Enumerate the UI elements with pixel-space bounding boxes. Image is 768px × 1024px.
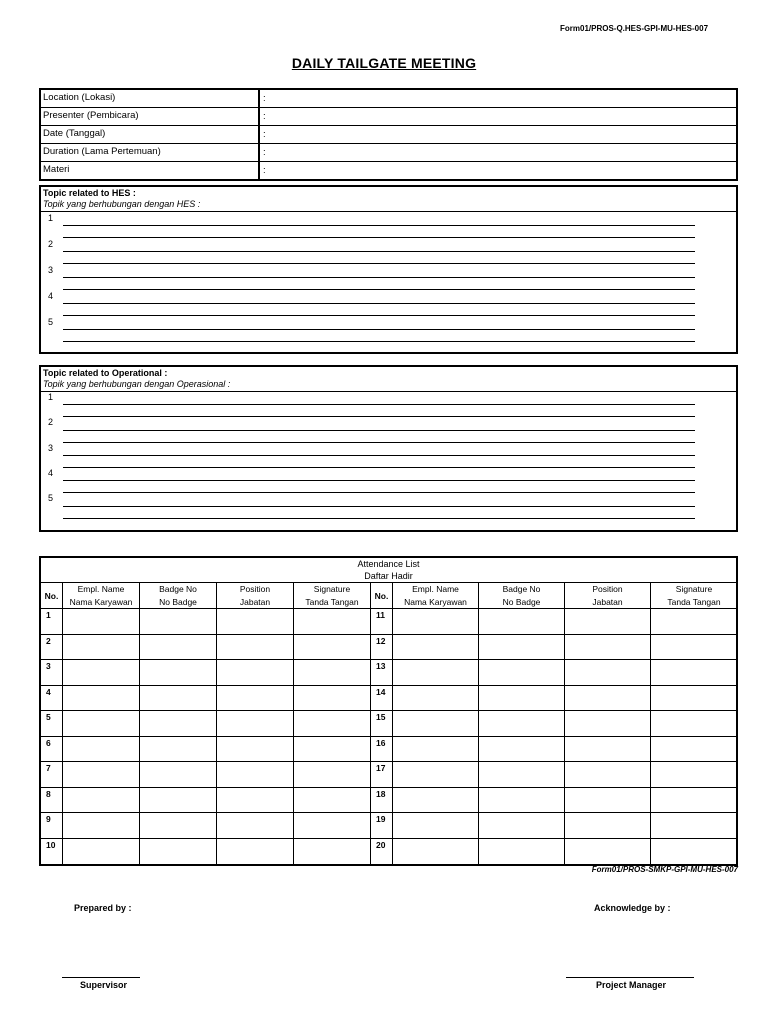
header-label-id: Tanda Tangan [305,597,359,607]
topic-hes-subtitle: Topik yang berhubungan dengan HES : [43,199,201,209]
form-code-top: Form01/PROS-Q.HES-GPI-MU-HES-007 [560,24,709,33]
position-cell[interactable] [217,788,294,814]
position-cell[interactable] [565,609,651,635]
supervisor-signature-line[interactable] [62,977,140,978]
header-empl-name [393,583,479,609]
form-code-bottom: Form01/PROS-SMKP-GPI-MU-HES-007 [591,865,738,874]
signature-cell[interactable] [651,762,737,788]
position-cell[interactable] [217,609,294,635]
line-number: 2 [48,417,54,427]
row-number-cell: 10 [41,839,63,865]
signature-cell[interactable] [651,711,737,737]
line-number: 3 [48,443,54,453]
write-line[interactable] [63,518,695,519]
write-line[interactable] [63,289,695,290]
signature-cell[interactable] [294,788,371,814]
row-number-cell: 17 [371,762,393,788]
write-line[interactable] [63,480,695,481]
header-signature [294,583,371,609]
info-label: Location (Lokasi) [41,90,260,107]
badge-no-cell[interactable] [479,711,565,737]
line-number: 4 [48,468,54,478]
empl-name-cell[interactable] [393,660,479,686]
badge-no-cell[interactable] [140,660,217,686]
header-row-number: No. [41,583,63,609]
empl-name-cell[interactable] [393,686,479,712]
signature-cell[interactable] [651,813,737,839]
signature-cell[interactable] [651,839,737,865]
info-row-duration [41,144,736,162]
info-label: Duration (Lama Pertemuan) [41,144,260,161]
badge-no-cell[interactable] [140,839,217,865]
header-badge-no [479,583,565,609]
signature-cell[interactable] [651,686,737,712]
row-number-cell: 15 [371,711,393,737]
acknowledge-by-label: Acknowledge by : [594,903,671,913]
header-position [565,583,651,609]
badge-no-cell[interactable] [140,609,217,635]
badge-no-cell[interactable] [479,737,565,763]
attendance-table [39,556,738,866]
line-number: 5 [48,317,54,327]
signature-cell[interactable] [294,762,371,788]
topic-hes-lines [41,212,736,352]
write-line[interactable] [63,277,695,278]
empl-name-cell[interactable] [63,686,140,712]
signature-cell[interactable] [294,686,371,712]
write-line[interactable] [63,225,695,226]
signature-cell[interactable] [294,660,371,686]
header-label-id: Jabatan [239,597,271,607]
row-number-cell: 18 [371,788,393,814]
write-line[interactable] [63,492,695,493]
header-label-en: Empl. Name [77,584,125,594]
topic-hes-header [41,187,736,212]
badge-no-cell[interactable] [140,686,217,712]
row-number-cell: 11 [371,609,393,635]
line-number: 5 [48,493,54,503]
date-field[interactable]: : [263,129,266,140]
row-number-cell: 8 [41,788,63,814]
position-cell[interactable] [565,839,651,865]
signature-cell[interactable] [294,813,371,839]
empl-name-cell[interactable] [63,762,140,788]
header-row-number: No. [371,583,393,609]
row-number-cell: 4 [41,686,63,712]
badge-no-cell[interactable] [479,788,565,814]
info-label: Date (Tanggal) [41,126,260,143]
presenter-field[interactable]: : [263,111,266,122]
header-label-id: No Badge [159,597,197,607]
info-row-materi [41,162,736,179]
badge-no-cell[interactable] [479,635,565,661]
header-label-en: Badge No [159,584,197,594]
badge-no-cell[interactable] [140,813,217,839]
attendance-grid [41,582,736,864]
row-number-cell: 16 [371,737,393,763]
header-label-id: Nama Karyawan [69,597,133,607]
row-number-cell: 12 [371,635,393,661]
empl-name-cell[interactable] [393,711,479,737]
empl-name-cell[interactable] [63,609,140,635]
header-label-en: Signature [313,584,351,594]
write-line[interactable] [63,237,695,238]
position-cell[interactable] [217,762,294,788]
header-label-en: Position [592,584,623,594]
badge-no-cell[interactable] [479,686,565,712]
supervisor-label: Supervisor [80,980,128,990]
project-manager-label: Project Manager [596,980,667,990]
position-cell[interactable] [565,635,651,661]
signature-cell[interactable] [294,635,371,661]
info-label: Presenter (Pembicara) [41,108,260,125]
header-signature [651,583,737,609]
meeting-info-table [39,88,738,181]
header-empl-name [63,583,140,609]
line-number: 1 [48,392,54,402]
badge-no-cell[interactable] [140,711,217,737]
topic-operational-section [39,365,738,532]
signature-cell[interactable] [651,609,737,635]
topic-operational-lines [41,392,736,532]
empl-name-cell[interactable] [63,635,140,661]
empl-name-cell[interactable] [393,839,479,865]
row-number-cell: 1 [41,609,63,635]
badge-no-cell[interactable] [479,609,565,635]
info-row-date [41,126,736,144]
write-line[interactable] [63,506,695,507]
info-row-presenter [41,108,736,126]
empl-name-cell[interactable] [393,635,479,661]
project-manager-signature-line[interactable] [566,977,694,978]
write-line[interactable] [63,251,695,252]
position-cell[interactable] [217,839,294,865]
header-badge-no [140,583,217,609]
write-line[interactable] [63,263,695,264]
signature-cell[interactable] [294,711,371,737]
write-line[interactable] [63,329,695,330]
position-cell[interactable] [217,737,294,763]
header-position [217,583,294,609]
write-line[interactable] [63,341,695,342]
page-title: DAILY TAILGATE MEETING [291,55,477,71]
write-line[interactable] [63,416,695,417]
info-label: Materi [41,162,260,179]
badge-no-cell[interactable] [140,635,217,661]
line-number: 1 [48,213,54,223]
write-line[interactable] [63,404,695,405]
empl-name-cell[interactable] [393,762,479,788]
row-number-cell: 3 [41,660,63,686]
position-cell[interactable] [565,813,651,839]
row-number-cell: 13 [371,660,393,686]
signature-cell[interactable] [651,737,737,763]
position-cell[interactable] [217,635,294,661]
row-number-cell: 20 [371,839,393,865]
empl-name-cell[interactable] [63,839,140,865]
position-cell[interactable] [565,788,651,814]
badge-no-cell[interactable] [479,660,565,686]
position-cell[interactable] [565,686,651,712]
signature-cell[interactable] [651,660,737,686]
position-cell[interactable] [565,660,651,686]
position-cell[interactable] [565,737,651,763]
empl-name-cell[interactable] [393,609,479,635]
prepared-by-label: Prepared by : [74,903,132,913]
header-label-en: Empl. Name [412,584,459,594]
row-number-cell: 7 [41,762,63,788]
materi-field[interactable]: : [263,165,266,176]
badge-no-cell[interactable] [140,737,217,763]
write-line[interactable] [63,455,695,456]
signature-cell[interactable] [651,788,737,814]
empl-name-cell[interactable] [393,737,479,763]
badge-no-cell[interactable] [479,839,565,865]
header-label-id: Tanda Tangan [667,597,721,607]
header-label-en: Signature [675,584,713,594]
position-cell[interactable] [217,711,294,737]
topic-hes-section [39,185,738,354]
empl-name-cell[interactable] [63,737,140,763]
badge-no-cell[interactable] [479,762,565,788]
position-cell[interactable] [217,813,294,839]
write-line[interactable] [63,442,695,443]
line-number: 3 [48,265,54,275]
topic-operational-header [41,367,736,392]
signature-cell[interactable] [651,635,737,661]
signature-cell[interactable] [294,839,371,865]
signature-cell[interactable] [294,737,371,763]
header-label-en: Badge No [502,584,541,594]
empl-name-cell[interactable] [393,813,479,839]
row-number-cell: 9 [41,813,63,839]
write-line[interactable] [63,315,695,316]
row-number-cell: 19 [371,813,393,839]
position-cell[interactable] [565,762,651,788]
write-line[interactable] [63,303,695,304]
empl-name-cell[interactable] [63,660,140,686]
empl-name-cell[interactable] [63,813,140,839]
empl-name-cell[interactable] [63,711,140,737]
duration-field[interactable]: : [263,147,266,158]
write-line[interactable] [63,467,695,468]
row-number-cell: 2 [41,635,63,661]
signature-cell[interactable] [294,609,371,635]
badge-no-cell[interactable] [140,762,217,788]
badge-no-cell[interactable] [140,788,217,814]
line-number: 4 [48,291,54,301]
location-field[interactable]: : [263,93,266,104]
header-label-id: Nama Karyawan [404,597,467,607]
position-cell[interactable] [217,660,294,686]
position-cell[interactable] [217,686,294,712]
line-number: 2 [48,239,54,249]
row-number-cell: 6 [41,737,63,763]
attendance-subtitle: Daftar Hadir [364,571,413,581]
attendance-title: Attendance List [357,559,420,569]
header-label-id: Jabatan [592,597,623,607]
topic-operational-title: Topic related to Operational : [43,368,168,378]
position-cell[interactable] [565,711,651,737]
header-label-en: Position [239,584,271,594]
empl-name-cell[interactable] [63,788,140,814]
row-number-cell: 5 [41,711,63,737]
write-line[interactable] [63,430,695,431]
badge-no-cell[interactable] [479,813,565,839]
topic-hes-title: Topic related to HES : [43,188,136,198]
empl-name-cell[interactable] [393,788,479,814]
header-label-id: No Badge [502,597,541,607]
topic-operational-subtitle: Topik yang berhubungan dengan Operasional : [43,379,231,389]
row-number-cell: 14 [371,686,393,712]
info-row-location [41,90,736,108]
